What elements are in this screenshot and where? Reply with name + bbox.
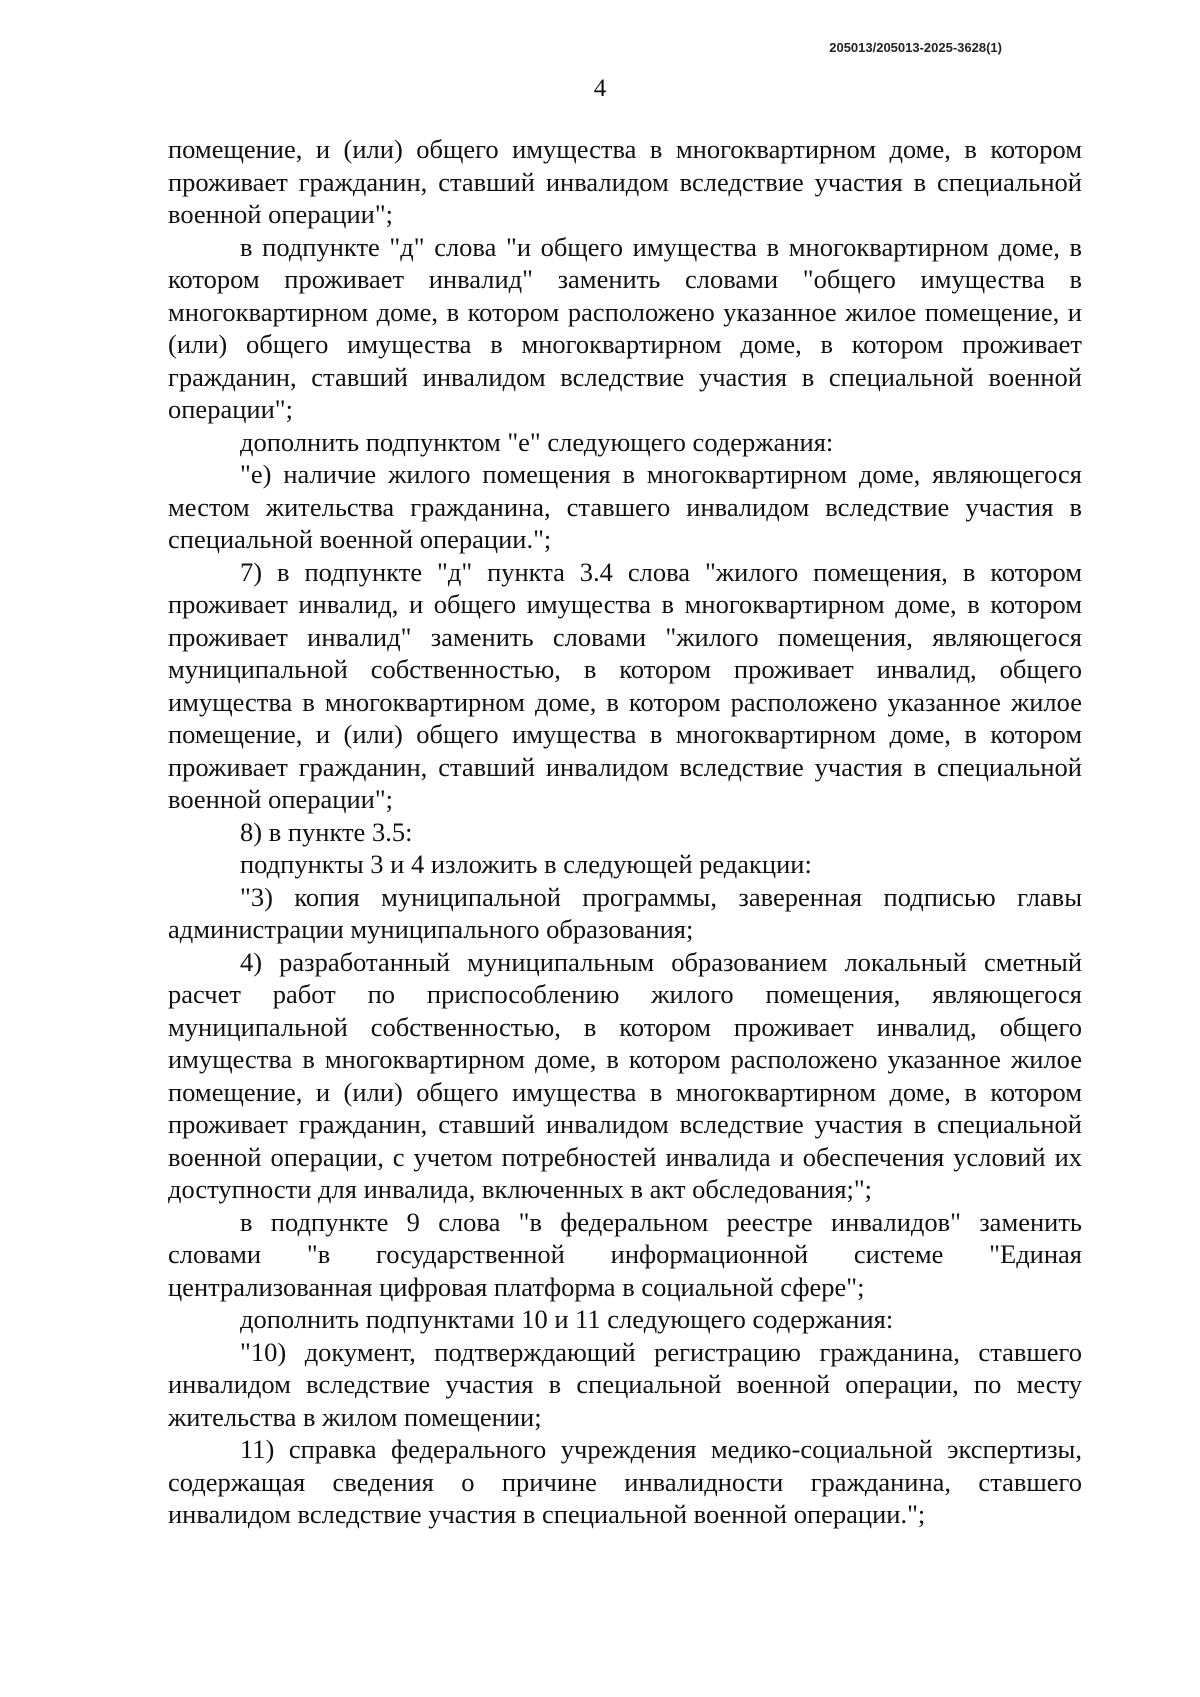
paragraph-3: дополнить подпунктом "е" следующего содержания: xyxy=(240,426,834,457)
paragraph-5: 7) в подпункте "д" пункта 3.4 слова "жилого помещения, в котором проживает инвалид, и общего имущества в многоквартирном доме, в котором проживает инвалид" заменить словами "жилого помещения, являющегося муниципальной собственностью, в котором проживает инвалид, общего имущества в многоквартирном доме, в котором расположено указанное жилое помещение, и (или) общего имущества в многоквартирном доме, в котором проживает гражданин, ставший инвалидом вследствие участия в специальной военной операции"; xyxy=(168,556,1082,814)
paragraph-7: подпункты 3 и 4 изложить в следующей редакции: xyxy=(240,849,812,879)
paragraph-12: "10) документ, подтверждающий регистрацию гражданина, ставшего инвалидом вследствие участия в специальной военной операции, по месту жительства в жилом помещении; xyxy=(168,1336,1082,1432)
paragraph-10: в подпункте 9 слова "в федеральном реестре инвалидов" заменить словами "в государственной информационной системе "Единая централизованная цифровая платформа в социальной сфере"; xyxy=(168,1206,1082,1302)
document-id: 205013/205013-2025-3628(1) xyxy=(829,40,1002,55)
paragraph-8: "3) копия муниципальной программы, заверенная подписью главы администрации муниципального образования; xyxy=(168,881,1082,944)
page-number: 4 xyxy=(593,75,607,102)
paragraph-13: 11) справка федерального учреждения медико-социальной экспертизы, содержащая сведения о причине инвалидности гражданина, ставшего инвалидом вследствие участия в специальной военной операции."; xyxy=(168,1434,1082,1529)
paragraph-9: 4) разработанный муниципальным образованием локальный сметный расчет работ по приспособлению жилого помещения, являющегося муниципальной собственностью, в котором проживает инвалид, общего имущества в многоквартирном доме, в котором расположено указанное жилое помещение, и (или) общего имущества в многоквартирном доме, в котором проживает гражданин, ставший инвалидом вследствие участия в специальной военной операции, с учетом потребностей инвалида и обеспечения условий их доступности для инвалида, включенных в акт обследования;"; xyxy=(168,946,1082,1204)
paragraph-11: дополнить подпунктами 10 и 11 следующего содержания: xyxy=(240,1304,894,1334)
paragraph-4: "е) наличие жилого помещения в многоквартирном доме, являющегося местом жительства гражданина, ставшего инвалидом вследствие участия в специальной военной операции."; xyxy=(168,459,1082,554)
paragraph-2: в подпункте "д" слова "и общего имущества в многоквартирном доме, в котором проживает инвалид" заменить словами "общего имущества в многоквартирном доме, в котором расположено указанное жилое помещение, и (или) общего имущества в многоквартирном доме, в котором проживает гражданин, ставший инвалидом вследствие участия в специальной военной операции"; xyxy=(168,231,1082,424)
paragraph-6: 8) в пункте 3.5: xyxy=(240,816,413,847)
paragraph-1: помещение, и (или) общего имущества в многоквартирном доме, в котором проживает гражданин, ставший инвалидом вследствие участия в специальной военной операции"; xyxy=(168,134,1082,229)
document-body xyxy=(168,133,1082,1531)
